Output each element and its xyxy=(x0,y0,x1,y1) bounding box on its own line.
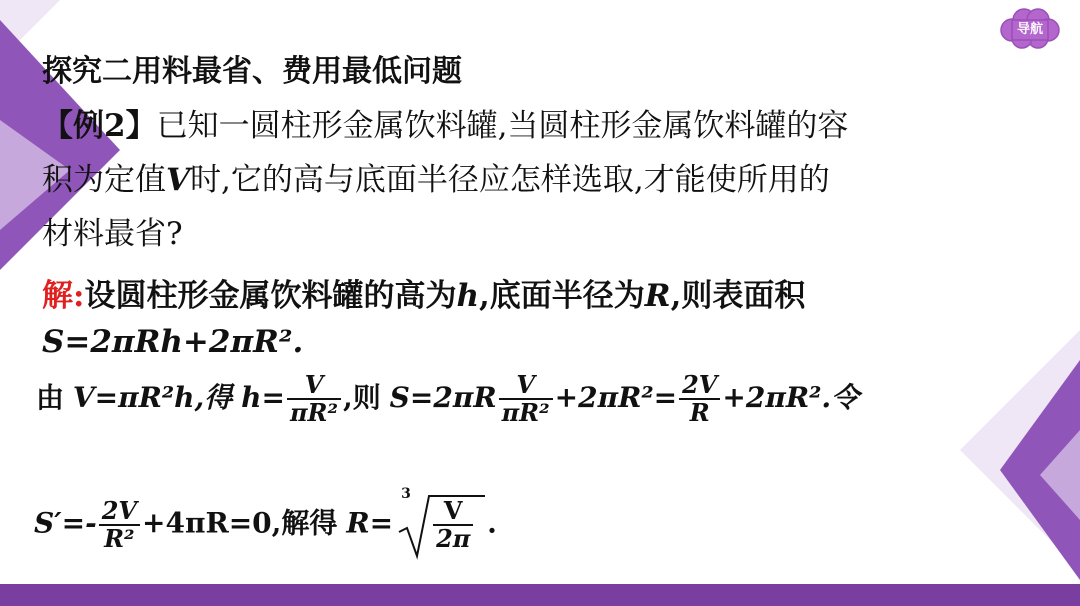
example-tag: 【例2】 xyxy=(42,108,157,144)
fraction-v-over-pir2-2: $\frac{V}{\text{πR²}}$ xyxy=(499,372,553,427)
cube-root xyxy=(397,486,487,560)
root-index: 3 xyxy=(401,486,411,502)
surface-area-formula: S=2πRh+2πR². xyxy=(42,324,304,360)
example-line-1 xyxy=(42,100,848,145)
then-text: ,则 xyxy=(343,380,381,414)
derivation-line-2 xyxy=(34,486,497,560)
radius-variable: R xyxy=(644,278,671,314)
derivation-line-1 xyxy=(36,372,859,427)
bottom-bar xyxy=(0,584,1080,606)
s-equation: S=2πR xyxy=(389,380,497,414)
derivative-rest: +4πR=0,解得 xyxy=(142,506,338,540)
solution-line-1 xyxy=(42,270,805,315)
mid-expression: +2πR²= xyxy=(554,380,678,414)
example-text-2a: 积为定值 xyxy=(42,162,166,198)
final-period: . xyxy=(487,506,497,540)
fraction-2v-over-r2: $\frac{2V}{\text{R²}}$ xyxy=(99,498,140,553)
tail-expression: +2πR².令 xyxy=(722,380,860,414)
r-equation: R= xyxy=(346,506,394,540)
section-heading: 探究二用料最省、费用最低问题 xyxy=(42,54,462,89)
nav-label: 导航 xyxy=(1016,22,1043,37)
root-fraction: $\frac{V}{2\pi}$ xyxy=(433,498,473,553)
example-line-3 xyxy=(42,208,183,253)
volume-equation: V=πR²h,得 xyxy=(72,380,233,414)
example-line-2 xyxy=(42,154,830,199)
nav-button[interactable] xyxy=(998,6,1062,50)
example-text-1: 已知一圆柱形金属饮料罐,当圆柱形金属饮料罐的容 xyxy=(156,108,849,144)
derivative-lhs: S′=- xyxy=(34,506,97,540)
example-text-3: 材料最省? xyxy=(42,216,183,252)
solution-text-c: ,则表面积 xyxy=(670,278,806,314)
example-text-2b: 时,它的高与底面半径应怎样选取,才能使所用的 xyxy=(190,162,830,198)
solution-text-b: ,底面半径为 xyxy=(479,278,645,314)
right-corner-decoration xyxy=(940,300,1080,600)
fraction-v-over-pir2: $\frac{V}{\text{πR²}}$ xyxy=(287,372,341,427)
derivation-lead: 由 xyxy=(36,380,65,414)
h-equation: h= xyxy=(241,380,285,414)
solution-label: 解: xyxy=(42,278,85,314)
height-variable: h xyxy=(456,278,479,314)
solution-text-a: 设圆柱形金属饮料罐的高为 xyxy=(84,278,457,314)
volume-variable: V xyxy=(166,162,191,198)
fraction-2v-over-r: $\frac{2V}{R}$ xyxy=(679,372,720,427)
